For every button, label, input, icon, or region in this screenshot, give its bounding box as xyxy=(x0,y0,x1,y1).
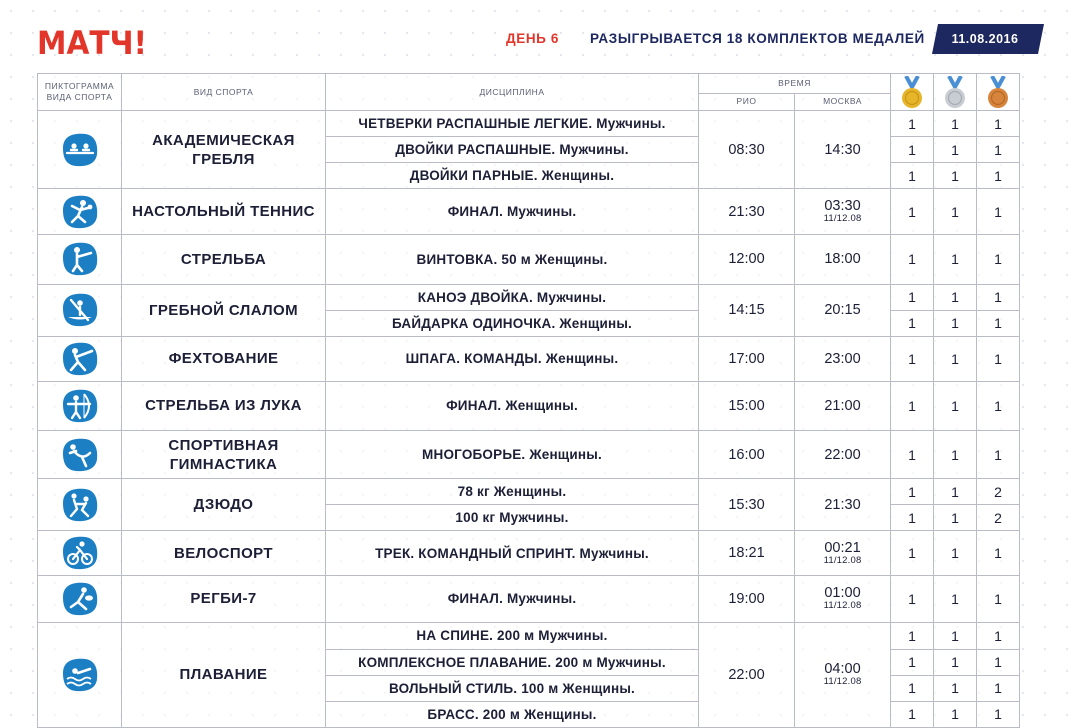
rio-time: 18:21 xyxy=(699,531,795,576)
gold-count: 1 xyxy=(891,111,934,137)
silver-count: 1 xyxy=(934,701,977,727)
swimming-icon xyxy=(38,656,121,694)
moscow-time-cell xyxy=(795,189,891,235)
rio-time: 17:00 xyxy=(699,336,795,381)
moscow-time-cell xyxy=(795,235,891,284)
discipline-cell: ВИНТОВКА. 50 м Женщины. xyxy=(326,235,699,284)
sport-name: ДЗЮДО xyxy=(122,479,326,531)
moscow-time-cell xyxy=(795,381,891,430)
sport-pictogram-cell xyxy=(38,381,122,430)
moscow-time-cell xyxy=(795,576,891,622)
discipline-cell: ДВОЙКИ РАСПАШНЫЕ. Мужчины. xyxy=(326,137,699,163)
fencing-icon xyxy=(38,340,121,378)
sport-name: СТРЕЛЬБА xyxy=(122,235,326,284)
discipline-cell: ФИНАЛ. Мужчины. xyxy=(326,189,699,235)
discipline-cell: КАНОЭ ДВОЙКА. Мужчины. xyxy=(326,284,699,310)
date-badge xyxy=(932,24,1044,54)
gold-count: 1 xyxy=(891,310,934,336)
moscow-time: 22:00 xyxy=(824,446,861,463)
silver-count: 1 xyxy=(934,531,977,576)
gold-count: 1 xyxy=(891,284,934,310)
gold-count: 1 xyxy=(891,701,934,727)
discipline-cell: ЧЕТВЕРКИ РАСПАШНЫЕ ЛЕГКИЕ. Мужчины. xyxy=(326,111,699,137)
sport-pictogram-cell xyxy=(38,531,122,576)
moscow-time: 20:15 xyxy=(824,302,861,319)
rio-time: 08:30 xyxy=(699,111,795,189)
event-row xyxy=(38,284,1020,310)
gold-count: 1 xyxy=(891,675,934,701)
bronze-count: 1 xyxy=(977,576,1020,622)
bronze-count: 1 xyxy=(977,235,1020,284)
event-row xyxy=(38,381,1020,430)
schedule-table xyxy=(37,73,1020,728)
event-row xyxy=(38,189,1020,235)
event-row xyxy=(38,430,1020,478)
sport-name: ГРЕБНОЙ СЛАЛОМ xyxy=(122,284,326,336)
event-row xyxy=(38,622,1020,649)
rugby-icon xyxy=(38,580,121,618)
discipline-cell: КОМПЛЕКСНОЕ ПЛАВАНИЕ. 200 м Мужчины. xyxy=(326,649,699,675)
moscow-time-cell xyxy=(795,336,891,381)
gymnastics-icon xyxy=(38,436,121,474)
sport-name: АКАДЕМИЧЕСКАЯ ГРЕБЛЯ xyxy=(122,111,326,189)
bronze-count: 1 xyxy=(977,675,1020,701)
sport-pictogram-cell xyxy=(38,430,122,478)
discipline-cell: ТРЕК. КОМАНДНЫЙ СПРИНТ. Мужчины. xyxy=(326,531,699,576)
silver-count: 1 xyxy=(934,137,977,163)
silver-count: 1 xyxy=(934,381,977,430)
moscow-date: 11/12.08 xyxy=(823,554,862,566)
rio-time: 14:15 xyxy=(699,284,795,336)
gold-count: 1 xyxy=(891,381,934,430)
bronze-count: 1 xyxy=(977,310,1020,336)
silver-count: 1 xyxy=(934,675,977,701)
bronze-count: 1 xyxy=(977,137,1020,163)
bronze-count: 1 xyxy=(977,701,1020,727)
moscow-time: 21:00 xyxy=(824,397,861,414)
discipline-cell: БАЙДАРКА ОДИНОЧКА. Женщины. xyxy=(326,310,699,336)
cycling-track-icon xyxy=(38,534,121,572)
discipline-cell: 78 кг Женщины. xyxy=(326,479,699,505)
moscow-time-cell xyxy=(795,430,891,478)
gold-count: 1 xyxy=(891,189,934,235)
col-rio-header: РИО xyxy=(699,93,795,110)
day-label: ДЕНЬ 6 xyxy=(506,31,559,46)
event-row xyxy=(38,235,1020,284)
table-tennis-icon xyxy=(38,193,121,231)
bronze-count: 2 xyxy=(977,505,1020,531)
gold-medal-icon xyxy=(891,74,934,111)
discipline-cell: НА СПИНЕ. 200 м Мужчины. xyxy=(326,622,699,649)
col-sport-header: ВИД СПОРТА xyxy=(122,74,326,111)
silver-count: 1 xyxy=(934,189,977,235)
gold-count: 1 xyxy=(891,622,934,649)
bronze-count: 1 xyxy=(977,189,1020,235)
bronze-count: 1 xyxy=(977,163,1020,189)
moscow-date: 11/12.08 xyxy=(823,600,862,612)
rio-time: 21:30 xyxy=(699,189,795,235)
sport-name: ВЕЛОСПОРТ xyxy=(122,531,326,576)
silver-count: 1 xyxy=(934,336,977,381)
gold-count: 1 xyxy=(891,649,934,675)
event-row xyxy=(38,336,1020,381)
silver-count: 1 xyxy=(934,505,977,531)
sport-pictogram-cell xyxy=(38,336,122,381)
col-moscow-header: МОСКВА xyxy=(795,93,891,110)
moscow-time-cell xyxy=(795,531,891,576)
sport-name: СТРЕЛЬБА ИЗ ЛУКА xyxy=(122,381,326,430)
moscow-date: 11/12.08 xyxy=(823,676,862,688)
silver-count: 1 xyxy=(934,479,977,505)
discipline-cell: ВОЛЬНЫЙ СТИЛЬ. 100 м Женщины. xyxy=(326,675,699,701)
sport-name: СПОРТИВНАЯ ГИМНАСТИКА xyxy=(122,430,326,478)
silver-count: 1 xyxy=(934,111,977,137)
moscow-time: 18:00 xyxy=(824,251,861,268)
silver-count: 1 xyxy=(934,163,977,189)
match-logo xyxy=(37,25,149,57)
gold-count: 1 xyxy=(891,137,934,163)
discipline-cell: ДВОЙКИ ПАРНЫЕ. Женщины. xyxy=(326,163,699,189)
rio-time: 15:30 xyxy=(699,479,795,531)
moscow-time: 01:00 xyxy=(824,585,861,602)
medal-sets-label: РАЗЫГРЫВАЕТСЯ 18 КОМПЛЕКТОВ МЕДАЛЕЙ xyxy=(590,31,925,46)
gold-count: 1 xyxy=(891,576,934,622)
moscow-time-cell xyxy=(795,622,891,727)
silver-count: 1 xyxy=(934,576,977,622)
bronze-count: 1 xyxy=(977,430,1020,478)
sport-name: НАСТОЛЬНЫЙ ТЕННИС xyxy=(122,189,326,235)
rio-time: 22:00 xyxy=(699,622,795,727)
silver-count: 1 xyxy=(934,622,977,649)
bronze-count: 1 xyxy=(977,622,1020,649)
bronze-count: 1 xyxy=(977,381,1020,430)
silver-count: 1 xyxy=(934,284,977,310)
bronze-medal-icon xyxy=(977,74,1020,111)
silver-medal-icon xyxy=(934,74,977,111)
rio-time: 12:00 xyxy=(699,235,795,284)
moscow-time-cell xyxy=(795,111,891,189)
rio-time: 16:00 xyxy=(699,430,795,478)
sport-pictogram-cell xyxy=(38,111,122,189)
sport-pictogram-cell xyxy=(38,189,122,235)
moscow-time-cell xyxy=(795,479,891,531)
silver-count: 1 xyxy=(934,649,977,675)
moscow-time: 03:30 xyxy=(824,198,861,215)
gold-count: 1 xyxy=(891,163,934,189)
archery-icon xyxy=(38,387,121,425)
moscow-time: 00:21 xyxy=(824,539,861,556)
event-row xyxy=(38,479,1020,505)
silver-count: 1 xyxy=(934,430,977,478)
gold-count: 1 xyxy=(891,430,934,478)
moscow-date: 11/12.08 xyxy=(823,213,862,225)
gold-count: 1 xyxy=(891,235,934,284)
bronze-count: 1 xyxy=(977,649,1020,675)
gold-count: 1 xyxy=(891,336,934,381)
bronze-count: 2 xyxy=(977,479,1020,505)
sport-pictogram-cell xyxy=(38,576,122,622)
sport-pictogram-cell xyxy=(38,479,122,531)
sport-pictogram-cell xyxy=(38,235,122,284)
moscow-time-cell xyxy=(795,284,891,336)
bronze-count: 1 xyxy=(977,111,1020,137)
discipline-cell: МНОГОБОРЬЕ. Женщины. xyxy=(326,430,699,478)
sport-pictogram-cell xyxy=(38,284,122,336)
svg-text:МАТЧ!: МАТЧ! xyxy=(37,25,147,57)
rio-time: 15:00 xyxy=(699,381,795,430)
sport-name: ФЕХТОВАНИЕ xyxy=(122,336,326,381)
bronze-count: 1 xyxy=(977,531,1020,576)
col-pictogram-header: ПИКТОГРАММА ВИДА СПОРТА xyxy=(38,74,122,111)
event-row xyxy=(38,576,1020,622)
bronze-count: 1 xyxy=(977,336,1020,381)
discipline-cell: ФИНАЛ. Женщины. xyxy=(326,381,699,430)
judo-icon xyxy=(38,486,121,524)
gold-count: 1 xyxy=(891,479,934,505)
col-time-header: ВРЕМЯ xyxy=(699,74,891,94)
moscow-time: 14:30 xyxy=(824,141,861,158)
sport-name: РЕГБИ-7 xyxy=(122,576,326,622)
event-row xyxy=(38,531,1020,576)
shooting-icon xyxy=(38,240,121,278)
moscow-time: 04:00 xyxy=(824,661,861,678)
silver-count: 1 xyxy=(934,310,977,336)
sport-name: ПЛАВАНИЕ xyxy=(122,622,326,727)
rowing-icon xyxy=(38,131,121,169)
discipline-cell: 100 кг Мужчины. xyxy=(326,505,699,531)
discipline-cell: ШПАГА. КОМАНДЫ. Женщины. xyxy=(326,336,699,381)
date-text: 11.08.2016 xyxy=(951,32,1019,46)
gold-count: 1 xyxy=(891,531,934,576)
discipline-cell: БРАСС. 200 м Женщины. xyxy=(326,701,699,727)
event-row xyxy=(38,111,1020,137)
moscow-time: 23:00 xyxy=(824,350,861,367)
bronze-count: 1 xyxy=(977,284,1020,310)
rio-time: 19:00 xyxy=(699,576,795,622)
col-discipline-header: ДИСЦИПЛИНА xyxy=(326,74,699,111)
canoe-slalom-icon xyxy=(38,291,121,329)
discipline-cell: ФИНАЛ. Мужчины. xyxy=(326,576,699,622)
moscow-time: 21:30 xyxy=(824,496,861,513)
sport-pictogram-cell xyxy=(38,622,122,727)
gold-count: 1 xyxy=(891,505,934,531)
silver-count: 1 xyxy=(934,235,977,284)
